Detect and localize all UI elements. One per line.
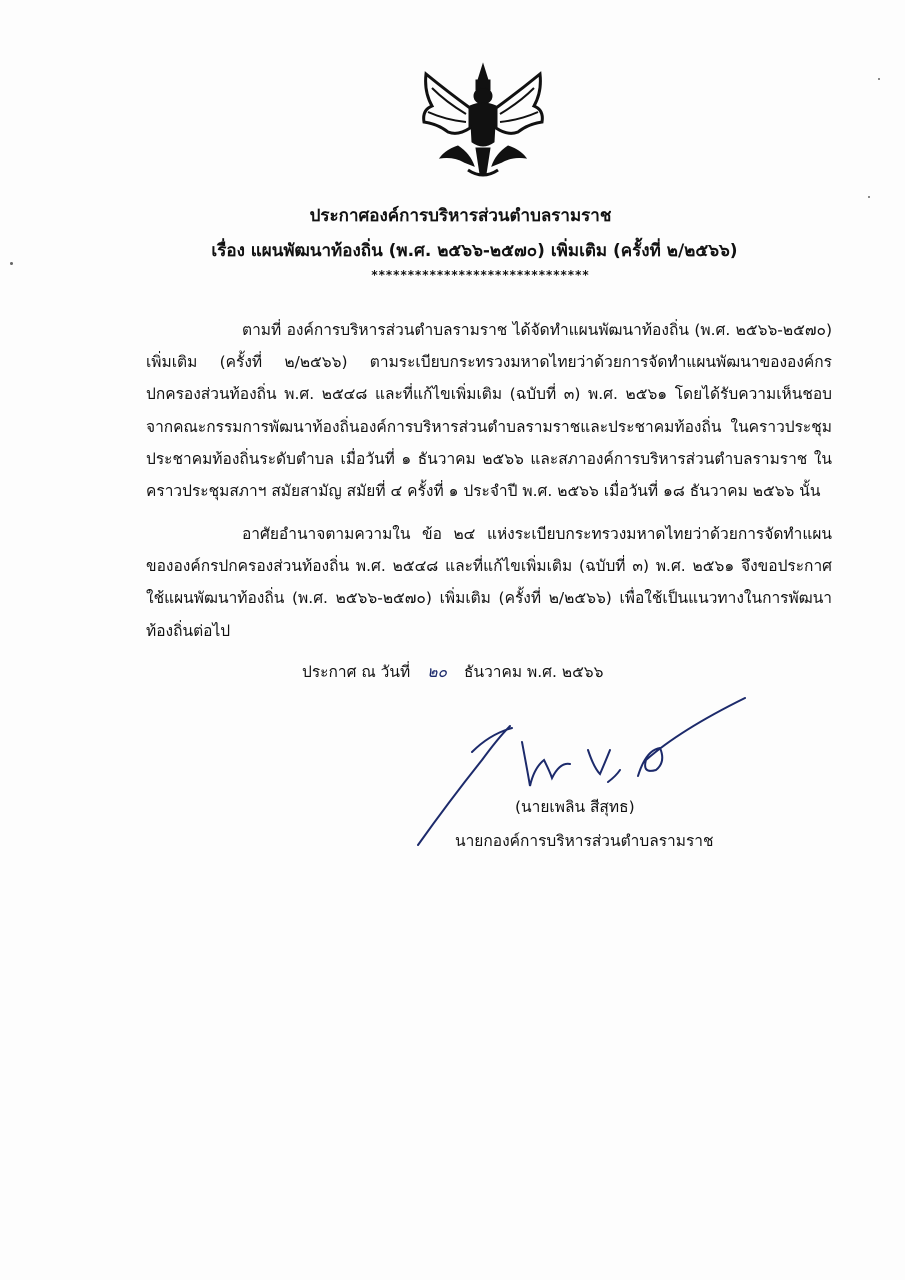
signatory-position: นายกองค์การบริหารส่วนตำบลรามราช	[455, 832, 714, 850]
scan-speck	[10, 262, 13, 265]
announcement-subject: เรื่อง แผนพัฒนาท้องถิ่น (พ.ศ. ๒๕๖๖-๒๕๗๐) เพิ่มเติม (ครั้งที่ ๒/๒๕๖๖)	[211, 241, 738, 261]
body-paragraph-1: ตามที่ องค์การบริหารส่วนตำบลรามราช ได้จัดทำแผนพัฒนาท้องถิ่น (พ.ศ. ๒๕๖๖-๒๕๗๐) เพิ่มเติม (ครั้งที่ ๒/๒๕๖๖) ตามระเบียบกระทรวงมหาดไทยว่าด้วยการจัดทำแผนพัฒนาขององค์กรปกครองส่วนท้องถิ่น พ.ศ. ๒๕๔๘ และที่แก้ไขเพิ่มเติม (ฉบับที่ ๓) พ.ศ. ๒๕๖๑ โดยได้รับความเห็นชอบจากคณะกรรมการพัฒนาท้องถิ่นองค์การบริหารส่วนตำบลรามราชและประชาคมท้องถิ่น ในคราวประชุมประชาคมท้องถิ่นระดับตำบล เมื่อวันที่ ๑ ธันวาคม ๒๕๖๖ และสภาองค์การบริหารส่วนตำบลรามราช ในคราวประชุมสภาฯ สมัยสามัญ สมัยที่ ๔ ครั้งที่ ๑ ประจำปี พ.ศ. ๒๕๖๖ เมื่อวันที่ ๑๘ ธันวาคม ๒๕๖๖ นั้น	[146, 321, 832, 501]
announcement-day: ๒๐	[427, 663, 447, 681]
handwritten-signature	[410, 690, 750, 850]
announcement-date-line	[302, 659, 604, 684]
scan-speck	[868, 196, 870, 198]
announcement-date-prefix: ประกาศ ณ วันที่	[302, 663, 411, 681]
announcement-title: ประกาศองค์การบริหารส่วนตำบลรามราช	[309, 206, 612, 226]
body-paragraph-2: อาศัยอำนาจตามความใน ข้อ ๒๔ แห่งระเบียบกระทรวงมหาดไทยว่าด้วยการจัดทำแผนขององค์กรปกครองส่วนท้องถิ่น พ.ศ. ๒๕๔๘ และที่แก้ไขเพิ่มเติม (ฉบับที่ ๓) พ.ศ. ๒๕๖๑ จึงขอประกาศใช้แผนพัฒนาท้องถิ่น (พ.ศ. ๒๕๖๖-๒๕๗๐) เพิ่มเติม (ครั้งที่ ๒/๒๕๖๖) เพื่อใช้เป็นแนวทางในการพัฒนาท้องถิ่นต่อไป	[146, 525, 832, 640]
garuda-emblem	[418, 62, 548, 180]
title-separator: ******************************	[371, 268, 590, 282]
signatory-name: (นายเพลิน สีสุทธ)	[515, 798, 635, 816]
scan-speck	[878, 78, 880, 80]
announcement-date-suffix: ธันวาคม พ.ศ. ๒๕๖๖	[464, 663, 604, 681]
